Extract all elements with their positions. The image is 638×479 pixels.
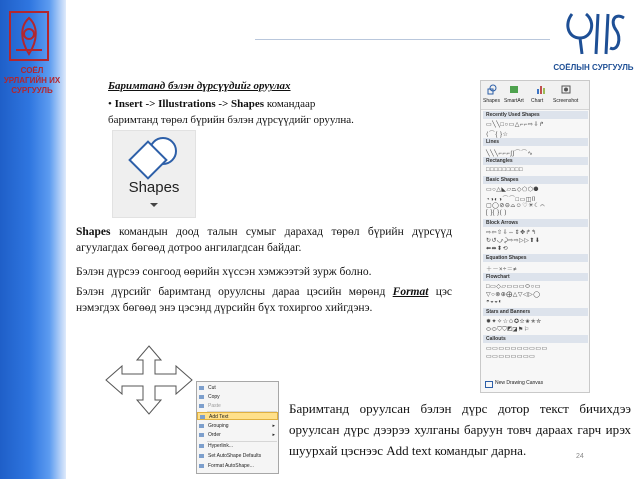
right-logo-text: СОЁЛЫН СУРГУУЛЬ <box>553 63 634 72</box>
menu-separator <box>207 441 277 442</box>
menu-item-icon <box>199 395 204 399</box>
context-menu <box>196 381 279 474</box>
menu-item-icon <box>199 404 204 408</box>
menu-item-label: Grouping <box>208 423 229 429</box>
gallery-shape-row[interactable]: ╲╲╲⌐⌐⌐∫∫⌒⌒∿ <box>486 151 534 157</box>
menu-item-label: Cut <box>208 385 216 391</box>
menu-item-label: Format AutoShape... <box>208 463 254 469</box>
paragraph-shapes-bold: Shapes <box>76 226 111 238</box>
university-emblem-icon <box>6 10 52 62</box>
menu-item-label: Order <box>208 432 221 438</box>
shapes-button[interactable] <box>112 130 196 218</box>
smartart-icon[interactable] <box>509 84 519 95</box>
menu-item-cut[interactable] <box>197 384 278 392</box>
gallery-section-header: Flowchart <box>483 273 588 281</box>
menu-item-icon <box>199 444 204 448</box>
header-divider <box>255 39 550 40</box>
paragraph-shapes-text: командын доод талын сумыг дарахад төрөл бүрийн дүрсүүд агуулагдах бөгөөд дотроо ангилагдсан байдаг. <box>76 226 452 254</box>
gallery-section-header: Recently Used Shapes <box>483 111 588 119</box>
four-way-arrow-shape[interactable] <box>104 344 194 416</box>
bullet-continuation: баримтанд төрөл бүрийн бэлэн дүрсүүдийг оруулна. <box>108 114 354 126</box>
screenshot-icon[interactable] <box>561 84 571 95</box>
paragraph-format-before: Бэлэн дүрсийг баримтанд оруулсны дараа цэсийн мөрөнд <box>76 286 393 298</box>
menu-item-icon <box>199 424 204 428</box>
gallery-section-header: Lines <box>483 138 588 146</box>
paragraph-shapes <box>76 224 452 256</box>
gallery-section-header: Stars and Banners <box>483 308 588 316</box>
menu-item-icon <box>199 433 204 437</box>
menu-item-icon <box>200 415 205 419</box>
bullet-line <box>108 98 315 110</box>
slide-title: Баримтанд бэлэн дүрсүүдийг оруулах <box>108 80 291 92</box>
menu-item-icon <box>199 454 204 458</box>
gallery-shape-row[interactable]: ✹✦✧☆✩✪✫✬✭✮ <box>486 319 542 325</box>
gallery-shape-row[interactable]: ◓◒◒◐ <box>486 299 503 305</box>
gallery-shape-row[interactable]: ↻↺⤻⤸⇨⇨▷▷⬆⬇ <box>486 238 541 244</box>
menu-item-add-text[interactable] <box>197 412 278 420</box>
menu-item-set-autoshape-defaults[interactable] <box>197 452 278 460</box>
gallery-section-header: Block Arrows <box>483 219 588 227</box>
menu-item-format-autoshape[interactable] <box>197 462 278 470</box>
gallery-section-header: Equation Shapes <box>483 254 588 262</box>
shapes-gallery <box>480 80 590 393</box>
menu-item-order[interactable] <box>197 431 278 439</box>
menu-item-copy[interactable] <box>197 393 278 401</box>
menu-item-label: Copy <box>208 394 220 400</box>
gallery-shape-row[interactable]: □▭◇▱▭▭▭⬭○▭ <box>486 284 541 290</box>
gallery-shape-row[interactable]: ＋－×÷＝≠ <box>486 267 518 273</box>
menu-item-icon <box>199 386 204 390</box>
paragraph-format-after: цэс нэмэгдэх бөгөөд энэ цэсэнд дүрсийн бүх тохиргоо хийгдэнэ. <box>76 286 452 314</box>
submenu-arrow-icon: ▸ <box>272 432 275 438</box>
bullet-suffix: командаар <box>266 98 316 110</box>
menu-item-grouping[interactable] <box>197 422 278 430</box>
menu-item-label: Paste <box>208 403 221 409</box>
shapes-button-label: Shapes <box>128 179 180 196</box>
gallery-shape-row[interactable]: ⇨⇦⇧⇩⇔⇕✥↱↰ <box>486 230 537 236</box>
gallery-shape-row[interactable]: ▭▭▭▭▭▭▭▭ <box>486 354 536 360</box>
gallery-section-header: Basic Shapes <box>483 176 588 184</box>
menu-separator <box>207 411 277 412</box>
shapes-dropdown-arrow-icon[interactable] <box>150 203 158 207</box>
menu-item-hyperlink[interactable] <box>197 442 278 450</box>
gallery-shape-row[interactable]: ⬭⬭⛉⛉◩◪⚑⚐ <box>486 327 530 333</box>
shapes-icon <box>123 135 183 181</box>
gallery-shape-row[interactable]: ⬅⬌⬍⟲ <box>486 246 509 252</box>
submenu-arrow-icon: ▸ <box>272 423 275 429</box>
new-drawing-canvas[interactable]: New Drawing Canvas <box>495 380 544 386</box>
menu-item-paste[interactable] <box>197 402 278 410</box>
menu-item-icon <box>199 464 204 468</box>
shapes-ribbon-icon[interactable] <box>487 84 497 95</box>
paragraph-format-word: Format <box>392 286 429 298</box>
add-text-instructions: Баримтанд оруулсан бэлэн дүрс дотор текст бичихдээ оруулсан дүрс дээрээ хулганы баруун товч дараах гарч ирэх шуурхай цэснээс Add text командыг дарна. <box>289 401 631 458</box>
page-number: 24 <box>576 453 584 460</box>
bullet-command: Insert -> Illustrations -> Shapes <box>114 98 265 110</box>
gallery-section-header: Rectangles <box>483 157 588 165</box>
ribbon-screenshot-label[interactable]: Screenshot <box>553 98 579 104</box>
ribbon-smartart-label[interactable]: SmartArt <box>504 98 524 104</box>
gallery-shape-row[interactable]: ▢◯⊘⊖⌓☺♡☀☾⌒ <box>486 203 546 209</box>
drawing-canvas-icon <box>485 381 493 388</box>
gallery-shape-row[interactable]: ▭○△◣▱⏢◇⬠⬡⯃ <box>486 187 539 193</box>
illustrations-ribbon <box>481 81 589 110</box>
gallery-shape-row[interactable]: ◔◑◐◑⌒⌒□▭◫⌷ <box>486 197 537 203</box>
gallery-shape-row[interactable]: [ ]{ }( ) <box>486 210 507 216</box>
left-logo-text: СОЁЛ УРЛАГИЙН ИХ СУРГУУЛЬ <box>3 66 61 95</box>
ribbon-chart-label[interactable]: Chart <box>531 98 544 104</box>
gallery-shape-row[interactable]: ▭▭▭▭▭▭▭▭▭▭ <box>486 346 548 352</box>
gallery-shape-row[interactable]: ▭╲╲□○▭△⌐⌐⇨⇩↱ <box>486 122 545 128</box>
paragraph-draw: Бэлэн дүрсээ сонгоод өөрийн хүссэн хэмжээтэй зурж болно. <box>76 266 372 278</box>
gallery-shape-row[interactable]: □□□□□□□□□ <box>486 167 524 173</box>
menu-item-label: Hyperlink... <box>208 443 234 449</box>
gallery-shape-row[interactable]: ⟨⌒{ }☆ <box>486 132 509 138</box>
bullet-prefix: • <box>108 98 112 110</box>
school-logo-icon <box>562 8 628 60</box>
menu-item-label: Add Text <box>209 414 229 420</box>
menu-item-label: Set AutoShape Defaults <box>208 453 262 459</box>
gallery-shape-row[interactable]: ▽○⊗⊕⨁△▽◁▷◯ <box>486 292 541 298</box>
paragraph-format <box>76 284 452 316</box>
ribbon-shapes-label[interactable]: Shapes <box>483 98 500 104</box>
chart-icon[interactable] <box>536 84 546 95</box>
gallery-section-header: Callouts <box>483 335 588 343</box>
